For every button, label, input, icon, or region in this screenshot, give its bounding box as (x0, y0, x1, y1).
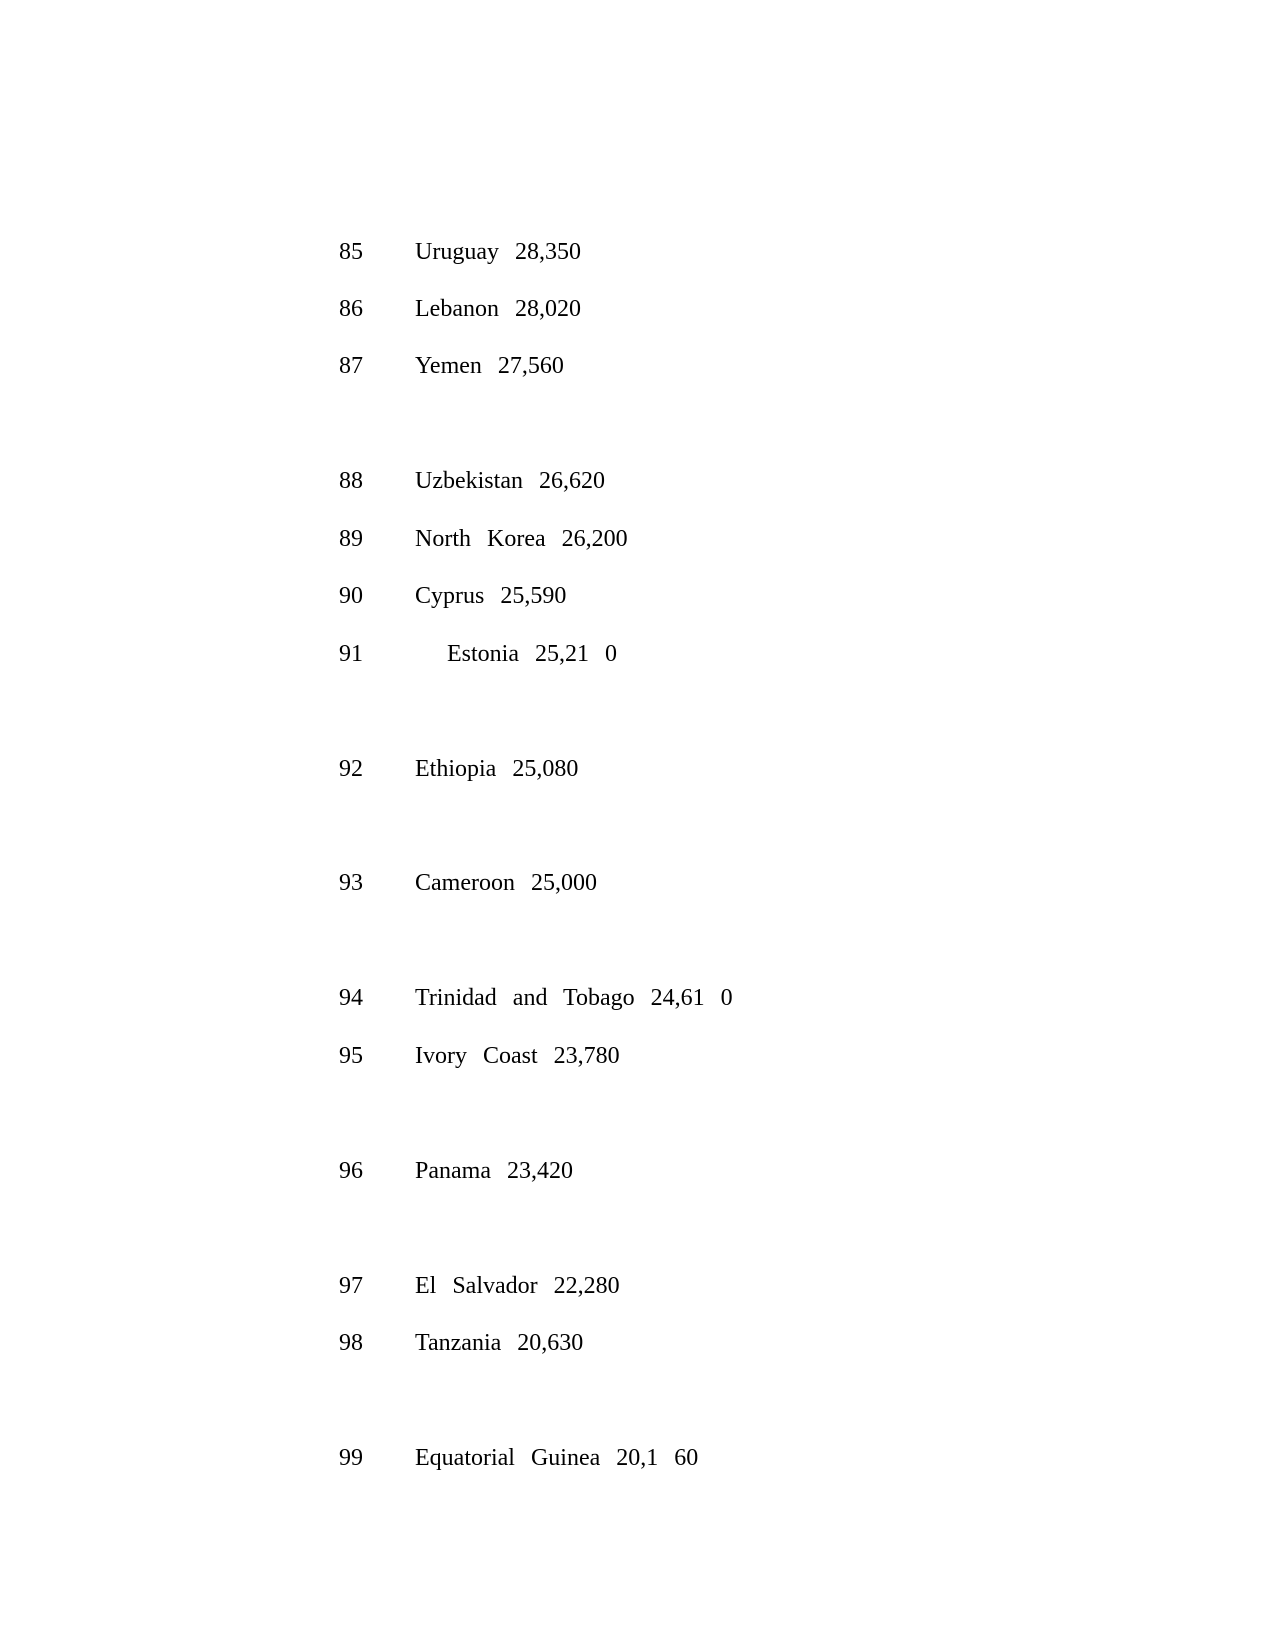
rank-number: 92 (339, 756, 363, 782)
list-item (0, 638, 617, 670)
rank-number: 88 (339, 468, 363, 494)
rank-number: 91 (339, 641, 363, 667)
list-item (0, 1442, 699, 1474)
country-entry: Equatorial Guinea 20,1 60 (415, 1445, 699, 1471)
list-item (0, 753, 579, 785)
country-entry: Trinidad and Tobago 24,61 0 (415, 985, 733, 1011)
country-entry: Uruguay 28,350 (415, 239, 581, 265)
country-entry: Cameroon 25,000 (415, 870, 597, 896)
rank-number: 94 (339, 985, 363, 1011)
rank-number: 85 (339, 239, 363, 265)
list-item (0, 523, 628, 555)
country-entry: Panama 23,420 (415, 1158, 573, 1184)
list-item (0, 1155, 573, 1187)
country-entry: Estonia 25,21 0 (415, 641, 617, 667)
country-entry: Uzbekistan 26,620 (415, 468, 605, 494)
rank-number: 87 (339, 353, 363, 379)
list-item (0, 580, 567, 612)
list-item (0, 982, 733, 1014)
country-entry: Yemen 27,560 (415, 353, 564, 379)
country-entry: Tanzania 20,630 (415, 1330, 584, 1356)
list-item (0, 1327, 584, 1359)
list-item (0, 465, 605, 497)
country-entry: Ethiopia 25,080 (415, 756, 579, 782)
rank-number: 96 (339, 1158, 363, 1184)
list-item (0, 236, 581, 268)
country-entry: Ivory Coast 23,780 (415, 1043, 620, 1069)
country-entry: Lebanon 28,020 (415, 296, 581, 322)
list-item (0, 293, 581, 325)
rank-number: 97 (339, 1273, 363, 1299)
list-item (0, 1040, 620, 1072)
country-entry: El Salvador 22,280 (415, 1273, 620, 1299)
country-entry: Cyprus 25,590 (415, 583, 567, 609)
list-item (0, 867, 597, 899)
rank-number: 86 (339, 296, 363, 322)
rank-number: 98 (339, 1330, 363, 1356)
rank-number: 99 (339, 1445, 363, 1471)
rank-number: 90 (339, 583, 363, 609)
rank-number: 95 (339, 1043, 363, 1069)
rank-number: 93 (339, 870, 363, 896)
list-item (0, 350, 564, 382)
rank-number: 89 (339, 526, 363, 552)
list-item (0, 1270, 620, 1302)
country-entry: North Korea 26,200 (415, 526, 628, 552)
